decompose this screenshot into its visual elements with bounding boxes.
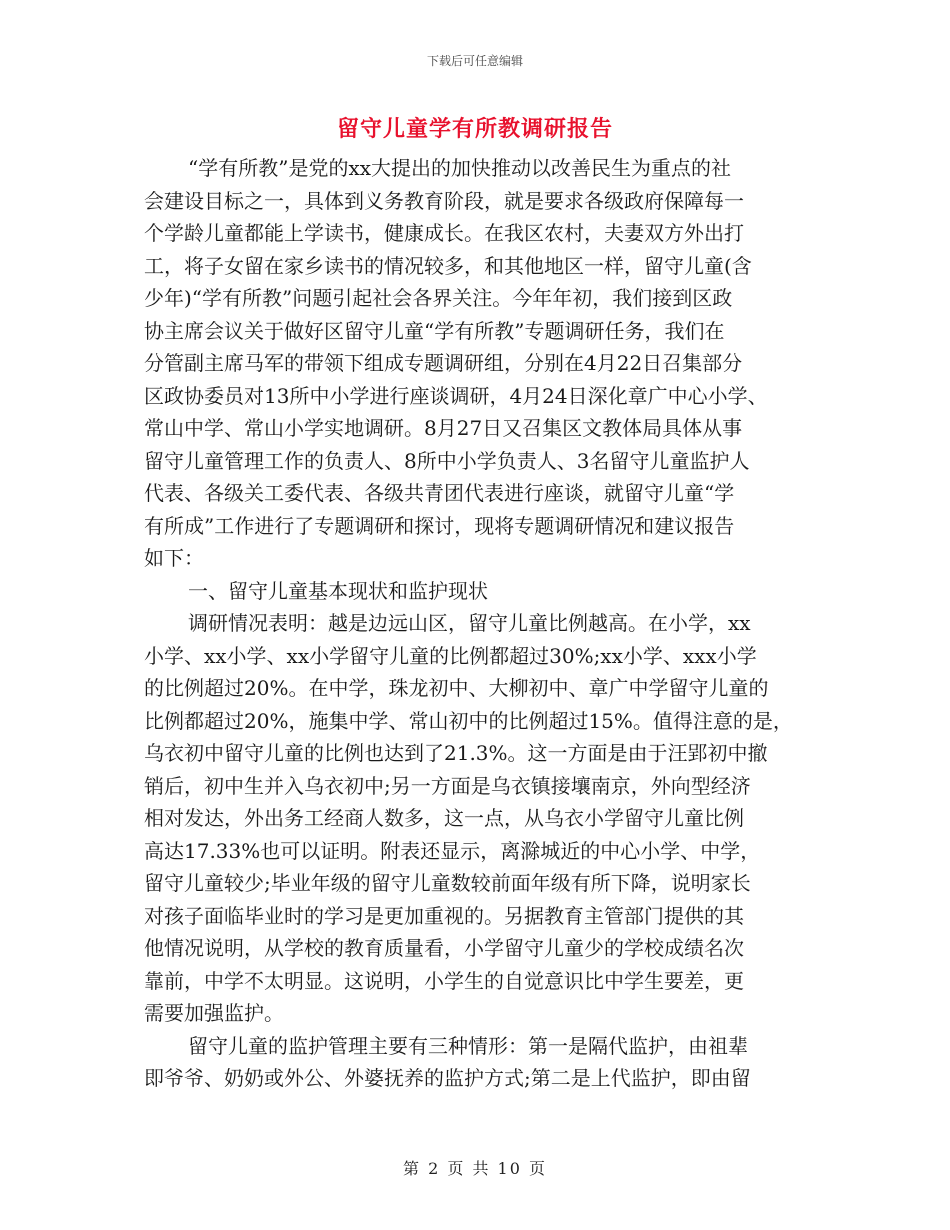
- document-title: 留守儿童学有所教调研报告: [336, 117, 613, 142]
- guardianship-paragraph: 留守儿童的监护管理主要有三种情形：第一是隔代监护，由祖辈 即爷爷、奶奶或外公、外婆抚养的监护方式;第二是上代监护，即由留: [144, 1033, 751, 1090]
- document-body: [144, 152, 814, 1095]
- page-number-footer: 第 2 页 共 10 页: [403, 1159, 547, 1178]
- survey-paragraph: 调研情况表明：越是边远山区，留守儿童比例越高。在小学，xx 小学、xx小学、xx小学留守儿童的比例都超过30%;xx小学、xxx小学 的比例超过20%。在中学，珠龙初中、大柳初中、章广中学留守儿童的 比例都超过20%，施集中学、常山初中的比例超过15%。值得注意的是， 乌衣初中留守儿童的比例也达到了21.3%。这一方面是由于汪郢初中撤 销后，初中生并入乌衣初中;另一方面是乌衣镇接壤南京，外向型经济 相对发达，外出务工经商人数多，这一点，从乌衣小学留守儿童比例 高达17.33%也可以证明。附表还显示，离滁城近的中心小学、中学， 留守儿童较少;毕业年级的留守儿童数较前面年级有所下降，说明家长 对孩子面临毕业时的学习是更加重视的。另据教育主管部门提供的其 他情况说明，从学校的教育质量看，小学留守儿童少的学校成绩名次 靠前，中学不太明显。这说明，小学生的自觉意识比中学生要差，更 需要加强监护。: [144, 611, 793, 1025]
- intro-paragraph: “学有所教”是党的xx大提出的加快推动以改善民生为重点的社 会建设目标之一，具体到义务教育阶段，就是要求各级政府保障每一 个学龄儿童都能上学读书，健康成长。在我区农村，夫妻双方外出打 工，将子女留在家乡读书的情况较多，和其他地区一样，留守儿童(含 少年)“学有所教”问题引起社会各界关注。今年年初，我们接到区政 协主席会议关于做好区留守儿童“学有所教”专题调研任务，我们在 分管副主席马军的带领下组成专题调研组，分别在4月22日召集部分 区政协委员对13所中小学进行座谈调研，4月24日深化章广中心小学、 常山中学、常山小学实地调研。8月27日又召集区文教体局具体从事 留守儿童管理工作的负责人、8所中小学负责人、3名留守儿童监护人 代表、各级关工委代表、各级共青团代表进行座谈，就留守儿童“学 有所成”工作进行了专题调研和探讨，现将专题调研情况和建议报告 如下：: [144, 156, 768, 570]
- section-heading: 一、留守儿童基本现状和监护现状: [188, 578, 488, 603]
- page-header-note: 下载后可任意编辑: [426, 54, 523, 68]
